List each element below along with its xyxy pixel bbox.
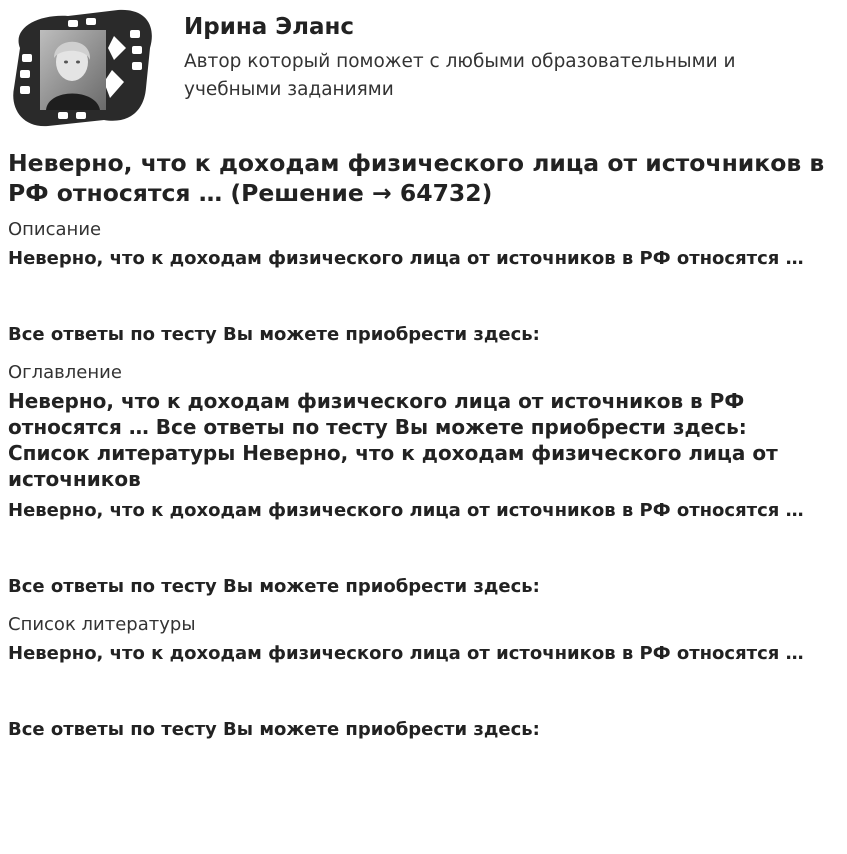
page-title: Неверно, что к доходам физического лица от источников в РФ относятся … (Решение → 64732): [8, 149, 825, 207]
toc-answers-note: Все ответы по тесту Вы можете приобрести здесь:: [8, 576, 540, 597]
literature-heading: Список литературы: [8, 614, 196, 635]
author-avatar[interactable]: [8, 8, 158, 128]
author-description: Автор который поможет с любыми образовательными и учебными заданиями: [184, 51, 736, 100]
toc-summary: Неверно, что к доходам физического лица от источников в РФ относятся … Все ответы по тесту Вы можете приобрести здесь: Список литературы Неверно, что к доходам физического лица от источников: [8, 389, 778, 491]
author-name[interactable]: Ирина Эланс: [184, 14, 355, 40]
toc-question: Неверно, что к доходам физического лица от источников в РФ относятся …: [8, 500, 804, 521]
author-info: [184, 8, 804, 104]
literature-question: Неверно, что к доходам физического лица от источников в РФ относятся …: [8, 643, 804, 664]
description-answers-note: Все ответы по тесту Вы можете приобрести здесь:: [8, 324, 540, 345]
literature-answers-note: Все ответы по тесту Вы можете приобрести здесь:: [8, 719, 540, 740]
film-frame-avatar-icon: [8, 8, 158, 128]
author-block: [8, 0, 839, 132]
description-heading: Описание: [8, 219, 102, 240]
toc-heading: Оглавление: [8, 362, 122, 383]
description-question: Неверно, что к доходам физического лица от источников в РФ относятся …: [8, 248, 804, 269]
